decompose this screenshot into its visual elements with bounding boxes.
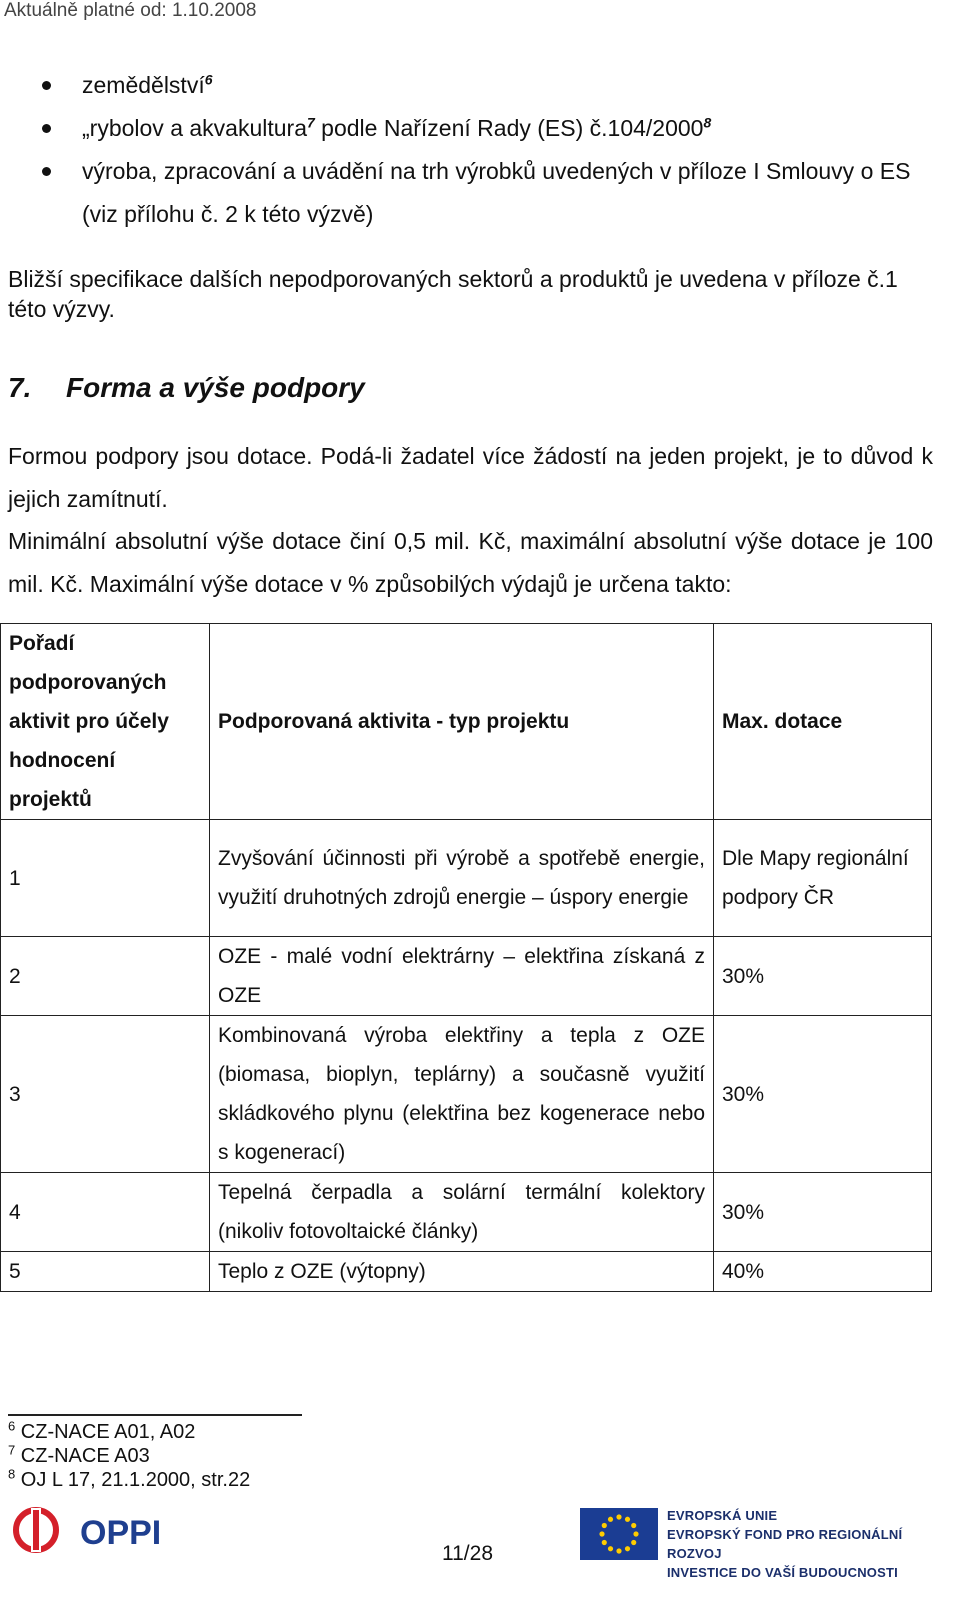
list-item: zemědělství$^6$: [0, 64, 960, 107]
cell-activity: Zvyšování účinnosti při výrobě a spotřebě energie, využití druhotných zdrojů energie – úspory energie: [210, 820, 714, 937]
table-row: [1, 1016, 932, 1173]
oppi-logo-text: OPPI: [80, 1514, 162, 1552]
eu-star-icon: [599, 1531, 604, 1536]
form-paragraph: Formou podpory jsou dotace. Podá-li žadatel více žádostí na jeden projekt, je to důvod k jejich zamítnutí.: [8, 443, 933, 512]
eu-star-icon: [608, 1517, 613, 1522]
validity-note: Aktuálně platné od: 1.10.2008: [4, 0, 257, 21]
eu-star-icon: [633, 1531, 638, 1536]
sectors-paragraph: Bližší specifikace dalších nepodporovaných sektorů a produktů je uvedena v příloze č.1 této výzvy.: [8, 266, 898, 322]
section-title: Forma a výše podpory: [66, 372, 365, 403]
page-number: 11/28: [442, 1542, 493, 1565]
cell-order: 5: [1, 1252, 210, 1292]
section-heading: [8, 372, 365, 404]
subsidy-table: [0, 623, 932, 1292]
cell-activity: OZE - malé vodní elektrárny – elektřina získaná z OZE: [210, 937, 714, 1016]
cell-order: 4: [1, 1173, 210, 1252]
cell-order: 1: [1, 820, 210, 937]
cell-max: 30%: [714, 1016, 932, 1173]
eu-star-icon: [602, 1540, 607, 1545]
eu-star-icon: [602, 1523, 607, 1528]
eu-star-icon: [625, 1517, 630, 1522]
eu-star-icon: [616, 1548, 621, 1553]
cell-order: 2: [1, 937, 210, 1016]
bullet-icon: [42, 167, 51, 176]
table-row: [1, 820, 932, 937]
cell-max: Dle Mapy regionální podpory ČR: [714, 820, 932, 937]
header-activity: Podporovaná aktivita - typ projektu: [210, 624, 714, 820]
footnote-ref[interactable]: 8: [703, 114, 712, 131]
eu-funding-text: EVROPSKÁ UNIE EVROPSKÝ FOND PRO REGIONÁLNÍ ROZVOJ INVESTICE DO VAŠÍ BUDOUCNOSTI: [667, 1508, 903, 1580]
oppi-logo: [10, 1500, 170, 1560]
header-max: Max. dotace: [714, 624, 932, 820]
amount-paragraph: Minimální absolutní výše dotace činí 0,5 mil. Kč, maximální absolutní výše dotace je 100 mil. Kč. Maximální výše dotace v % způsobilých výdajů je určena takto:: [8, 528, 933, 597]
eu-star-icon: [608, 1546, 613, 1551]
list-item: „rybolov a akvakultura$^7$ podle Nařízení Rady (ES) č.104/2000$^8$: [0, 107, 960, 150]
table-row: [1, 937, 932, 1016]
section-number: 7.: [8, 372, 32, 403]
eu-star-icon: [631, 1523, 636, 1528]
excluded-sectors-list: [0, 64, 960, 236]
eu-star-icon: [616, 1514, 621, 1519]
cell-max: 30%: [714, 937, 932, 1016]
eu-flag-icon: [580, 1508, 658, 1560]
cell-max: 40%: [714, 1252, 932, 1292]
footnote-item: $^7$ CZ-NACE A03: [8, 1442, 150, 1467]
footnote-divider: [8, 1414, 302, 1416]
footnote-item: $^6$ CZ-NACE A01, A02: [8, 1418, 196, 1443]
footnotes: [8, 1420, 250, 1492]
eu-star-icon: [625, 1546, 630, 1551]
footnote-ref[interactable]: 7: [307, 114, 315, 131]
footnote-ref[interactable]: 6: [204, 71, 213, 88]
cell-max: 30%: [714, 1173, 932, 1252]
cell-order: 3: [1, 1016, 210, 1173]
bullet-icon: [42, 124, 51, 133]
eu-star-icon: [631, 1540, 636, 1545]
header-order: Pořadí podporovaných aktivit pro účely hodnocení projektů: [1, 624, 210, 820]
cell-activity: Tepelná čerpadla a solární termální kolektory (nikoliv fotovoltaické články): [210, 1173, 714, 1252]
list-item: výroba, zpracování a uvádění na trh výrobků uvedených v příloze I Smlouvy o ES (viz přílohu č. 2 k této výzvě): [0, 150, 960, 236]
cell-activity: Kombinovaná výroba elektřiny a tepla z OZE (biomasa, bioplyn, teplárny) a současně využití skládkového plynu (elektřina bez kogenerace nebo s kogenerací): [210, 1016, 714, 1173]
table-header-row: [1, 624, 932, 820]
table-row: [1, 1252, 932, 1292]
table-row: [1, 1173, 932, 1252]
bullet-icon: [42, 81, 51, 90]
cell-activity: Teplo z OZE (výtopny): [210, 1252, 714, 1292]
footnote-item: $^8$ OJ L 17, 21.1.2000, str.22: [8, 1466, 251, 1491]
